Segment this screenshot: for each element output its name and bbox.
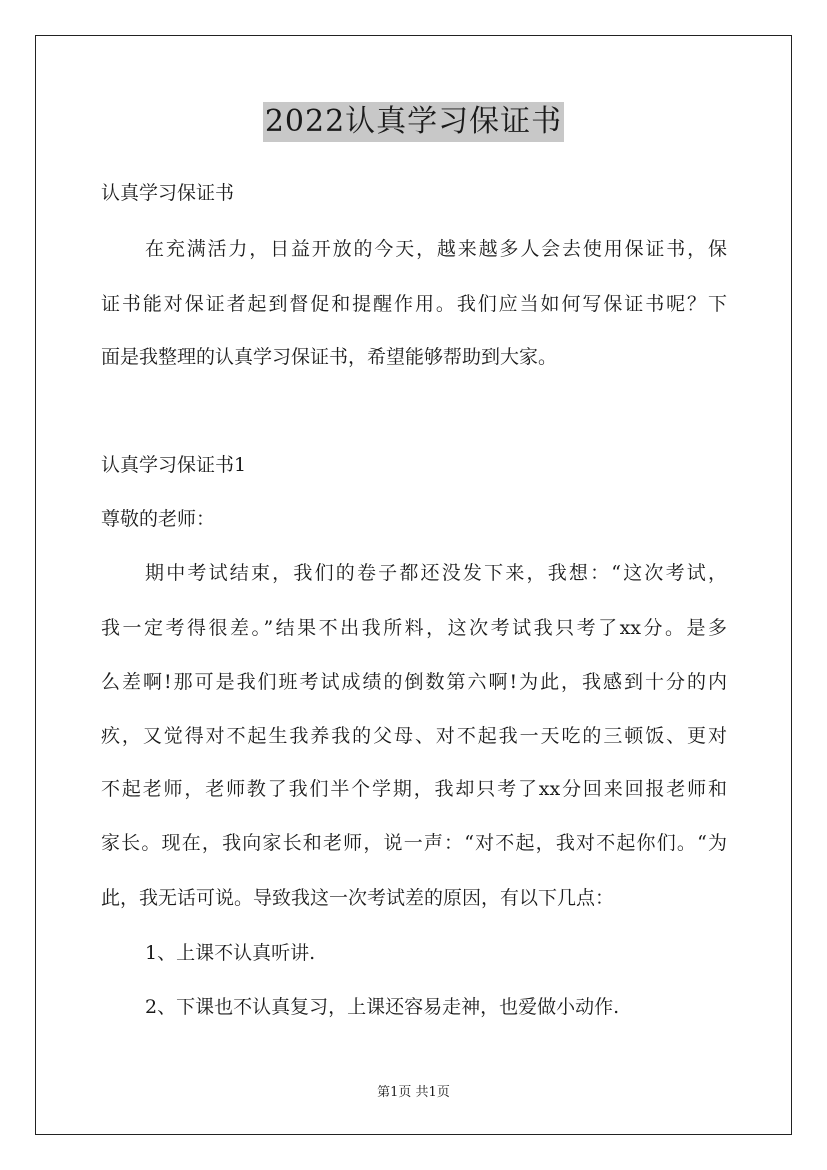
page-footer: 第1页 共1页	[377, 1085, 450, 1100]
body-line-4: 疚，又觉得对不起生我养我的父母、对不起我一天吃的三顿饭、更对	[101, 725, 727, 747]
intro-line-1: 在充满活力，日益开放的今天，越来越多人会去使用保证书，保	[145, 238, 727, 260]
body-line-3: 么差啊!那可是我们班考试成绩的倒数第六啊!为此，我感到十分的内	[101, 671, 727, 693]
document-title: 2022认真学习保证书	[263, 102, 564, 142]
body-line-7: 此，我无话可说。导致我这一次考试差的原因，有以下几点：	[101, 887, 615, 909]
body-line-1: 期中考试结束，我们的卷子都还没发下来，我想：“这次考试，	[145, 562, 727, 584]
section-heading: 认真学习保证书1	[101, 454, 247, 476]
body-line-6: 家长。现在，我向家长和老师，说一声：“对不起，我对不起你们。“为	[101, 832, 727, 854]
list-item-1: 1、上课不认真听讲.	[145, 942, 316, 964]
intro-line-3: 面是我整理的认真学习保证书，希望能够帮助到大家。	[101, 346, 558, 368]
subtitle-line: 认真学习保证书	[101, 182, 235, 204]
body-line-5: 不起老师，老师教了我们半个学期，我却只考了xx分回来回报老师和	[101, 778, 727, 800]
intro-line-2: 证书能对保证者起到督促和提醒作用。我们应当如何写保证书呢？下	[101, 293, 727, 315]
salutation-line: 尊敬的老师：	[101, 508, 216, 530]
body-line-2: 我一定考得很差。”结果不出我所料，这次考试我只考了xx分。是多	[101, 617, 727, 639]
list-item-2: 2、下课也不认真复习，上课还容易走神，也爱做小动作.	[145, 996, 620, 1018]
title-container	[0, 102, 827, 142]
